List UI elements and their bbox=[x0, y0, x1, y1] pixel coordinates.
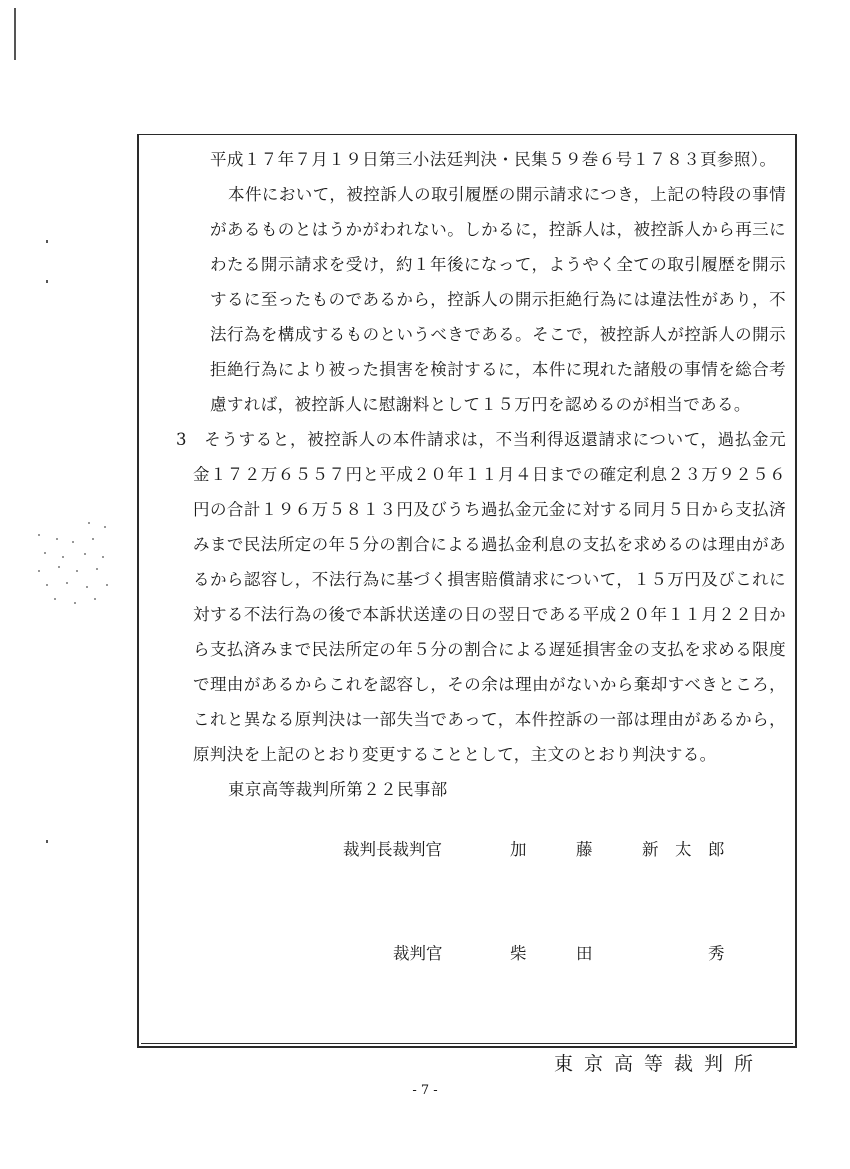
judge-name-char: 田 bbox=[576, 944, 593, 963]
body-line: で理由があるからこれを認容し，その余は理由がないから棄却すべきところ， bbox=[193, 675, 786, 694]
body-line: 円の合計１９６万５８１３円及びうち過払金元金に対する同月５日から支払済 bbox=[193, 500, 786, 519]
body-line: これと異なる原判決は一部失当であって，本件控訴の一部は理由があるから， bbox=[193, 710, 786, 729]
body-line: るから認容し，不法行為に基づく損害賠償請求について，１５万円及びこれに bbox=[193, 570, 786, 589]
judge-title: 裁判長裁判官 bbox=[343, 840, 442, 859]
body-line: 平成１７年７月１９日第三小法廷判決・民集５９巻６号１７８３頁参照）。 bbox=[210, 150, 777, 169]
judge-name-char: 太 bbox=[675, 840, 692, 859]
body-line: わたる開示請求を受け，約１年後になって，ようやく全ての取引履歴を開示 bbox=[210, 255, 786, 274]
judge-name-char: 柴 bbox=[510, 944, 527, 963]
court-name: 東京高等裁判所 bbox=[554, 1053, 765, 1075]
judge-title: 裁判官 bbox=[393, 944, 443, 963]
court-division: 東京高等裁判所第２２民事部 bbox=[228, 780, 448, 799]
body-line: みまで民法所定の年５分の割合による過払金利息の支払を求めるのは理由があ bbox=[193, 535, 786, 554]
body-line: ら支払済みまで民法所定の年５分の割合による遅延損害金の支払を求める限度 bbox=[193, 640, 786, 659]
scan-edge-mark bbox=[46, 280, 48, 283]
body-line: するに至ったものであるから，控訴人の開示拒絶行為には違法性があり，不 bbox=[210, 290, 786, 309]
body-line: があるものとはうかがわれない。しかるに，控訴人は，被控訴人から再三に bbox=[210, 220, 786, 239]
body-line: 対する不法行為の後で本訴状送達の日の翌日である平成２０年１１月２２日か bbox=[193, 605, 786, 624]
scan-edge-mark bbox=[46, 840, 48, 843]
page-number: - 7 - bbox=[412, 1083, 438, 1098]
body-line: 慮すれば，被控訴人に慰謝料として１５万円を認めるのが相当である。 bbox=[210, 395, 751, 414]
body-line: 拒絶行為により被った損害を検討するに，本件に現れた諸般の事情を総合考 bbox=[210, 360, 786, 379]
body-line: 3 そうすると，被控訴人の本件請求は，不当利得返還請求について，過払金元 bbox=[176, 430, 786, 449]
judge-name-char: 秀 bbox=[708, 944, 725, 963]
judge-name-char: 藤 bbox=[576, 840, 593, 859]
judge-name-char: 新 bbox=[642, 840, 659, 859]
body-line: 原判決を上記のとおり変更することとして，主文のとおり判決する。 bbox=[193, 745, 717, 764]
judge-name-char: 郎 bbox=[708, 840, 725, 859]
body-line: 本件において，被控訴人の取引履歴の開示請求につき，上記の特段の事情 bbox=[228, 185, 786, 204]
body-line: 法行為を構成するものというべきである。そこで，被控訴人が控訴人の開示 bbox=[210, 325, 786, 344]
body-line: 金１７２万６５５７円と平成２０年１１月４日までの確定利息２３万９２５６ bbox=[193, 465, 786, 484]
scan-edge-mark bbox=[46, 240, 48, 243]
judge-name-char: 加 bbox=[510, 840, 527, 859]
scan-edge-mark bbox=[14, 8, 16, 60]
